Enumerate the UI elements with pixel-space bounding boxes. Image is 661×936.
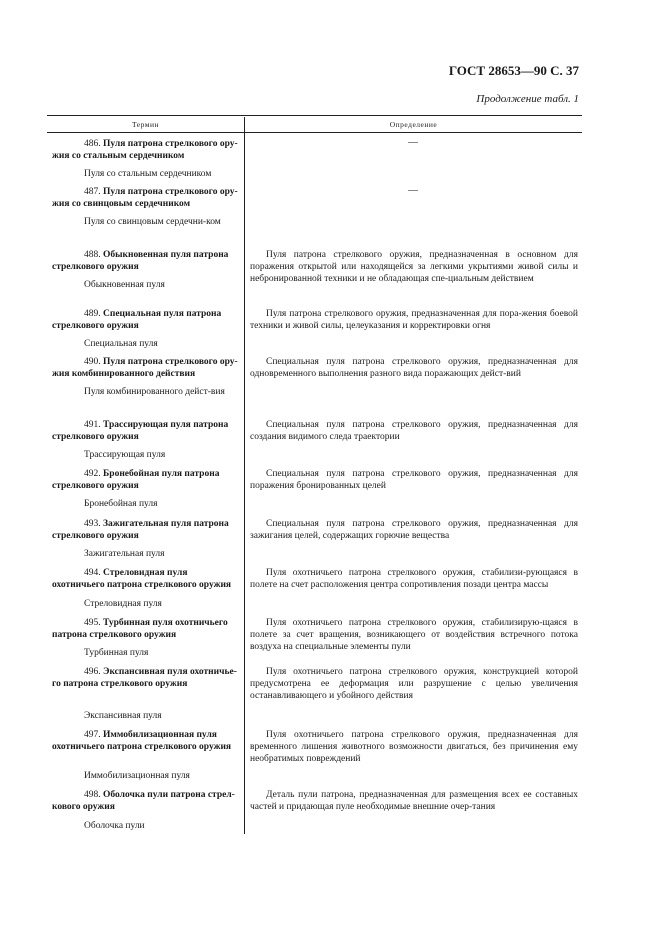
term-text: Трассирующая пуля патрона стрелкового оружия [52, 420, 229, 442]
table-continuation-label: Продолжение табл. 1 [476, 93, 579, 105]
column-divider [244, 117, 245, 834]
term-synonym: Экспансивная пуля [84, 711, 162, 721]
term-synonym: Стреловидная пуля [84, 599, 162, 609]
term-entry [52, 419, 240, 443]
term-entry [52, 567, 240, 591]
term-definition: Пуля патрона стрелкового оружия, предназначенная для пора-жения боевой техники и живой силы, целеуказания и корректировки огня [250, 309, 578, 331]
term-synonym: Специальная пуля [84, 339, 158, 349]
column-header-definition: Определение [389, 120, 438, 129]
term-number: 494. [84, 568, 101, 578]
term-number: 486. [84, 139, 101, 149]
term-text: Оболочка пули патрона стрел-кового оружия [52, 790, 235, 812]
term-number: 496. [84, 667, 101, 677]
term-text: Бронебойная пуля патрона стрелкового оружия [52, 469, 220, 491]
term-synonym: Оболочка пули [84, 821, 145, 831]
term-entry [52, 617, 240, 641]
term-synonym: Пуля со свинцовым сердечни-ком [84, 217, 221, 227]
term-number: 488. [84, 250, 101, 260]
term-entry [52, 138, 240, 162]
term-entry [52, 789, 240, 813]
term-definition: Пуля охотничьего патрона стрелкового оружия, стабилизирую-щаяся в полете за счет вращения, возникающего от воздействия встречного потока воздуха на специальные элементы пули [250, 618, 578, 652]
term-synonym: Турбинная пуля [84, 648, 149, 658]
term-definition: Пуля охотничьего патрона стрелкового оружия, стабилизи-рующаяся в полете на счет расположения центра сопротивления позади центра массы [250, 568, 578, 590]
term-entry [52, 186, 240, 210]
term-synonym: Зажигательная пуля [84, 549, 165, 559]
page-header-title: ГОСТ 28653—90 С. 37 [448, 63, 579, 78]
term-definition: Специальная пуля патрона стрелкового оружия, предназначенная для одновременного выполнения разного вида поражающих дейст-вий [250, 357, 578, 379]
term-definition: Специальная пуля патрона стрелкового оружия, предназначенная для зажигания целей, содержащих горючие вещества [250, 519, 578, 541]
term-text: Иммобилизационная пуля охотничьего патрона стрелкового оружия [52, 730, 232, 752]
term-synonym: Пуля комбинированного дейст-вия [84, 387, 225, 397]
term-text: Пуля патрона стрелкового ору-жия со свинцовым сердечником [52, 187, 238, 209]
term-text: Стреловидная пуля охотничьего патрона стрелкового оружия [52, 568, 232, 590]
term-number: 497. [84, 730, 101, 740]
table-header-rule [47, 132, 582, 133]
definition-dash: — [408, 185, 418, 196]
term-synonym: Обыкновенная пуля [84, 280, 165, 290]
term-text: Обыкновенная пуля патрона стрелкового оружия [52, 250, 229, 272]
term-entry [52, 249, 240, 273]
term-number: 487. [84, 187, 101, 197]
term-definition: Специальная пуля патрона стрелкового оружия, предназначенная для создания видимого следа траектории [250, 420, 578, 442]
term-number: 493. [84, 519, 101, 529]
term-synonym: Бронебойная пуля [84, 499, 158, 509]
term-number: 491. [84, 420, 101, 430]
term-definition: Пуля патрона стрелкового оружия, предназначенная в основном для поражения открытой или находящейся за легкими укрытиями живой силы и небронированной техники и не обладающая спе-циальным действием [250, 250, 578, 284]
term-number: 492. [84, 469, 101, 479]
term-text: Турбинная пуля охотничьего патрона стрелкового оружия [52, 618, 228, 640]
column-header-term: Термин [131, 120, 160, 129]
term-entry [52, 468, 240, 492]
term-number: 490. [84, 357, 101, 367]
term-definition: Деталь пули патрона, предназначенная для размещения всех ее составных частей и придающая пуле необходимые внешние очер-тания [250, 790, 578, 812]
term-definition: Пуля охотничьего патрона стрелкового оружия, конструкцией которой предусмотрена ее деформация или разрушение с целью увеличения останавливающего и убойного действия [250, 667, 578, 701]
term-entry [52, 518, 240, 542]
term-text: Пуля патрона стрелкового ору-жия со стальным сердечником [52, 139, 238, 161]
term-text: Пуля патрона стрелкового ору-жия комбинированного действия [52, 357, 238, 379]
term-number: 495. [84, 618, 101, 628]
term-synonym: Трассирующая пуля [84, 450, 166, 460]
table-top-rule [47, 115, 582, 116]
term-text: Специальная пуля патрона стрелкового оружия [52, 309, 222, 331]
term-synonym: Иммобилизационная пуля [84, 771, 190, 781]
term-entry [52, 729, 240, 753]
term-definition: Пуля охотничьего патрона стрелкового оружия, предназначенная для временного лишения животного возможности двигаться, без причинения ему необратимых повреждений [250, 730, 578, 764]
definition-dash: — [408, 137, 418, 148]
term-definition: Специальная пуля патрона стрелкового оружия, предназначенная для поражения бронированных целей [250, 469, 578, 491]
term-number: 498. [84, 790, 101, 800]
term-number: 489. [84, 309, 101, 319]
term-entry [52, 356, 240, 380]
term-synonym: Пуля со стальным сердечником [84, 169, 212, 179]
term-text: Экспансивная пуля охотничье-го патрона стрелкового оружия [52, 667, 237, 689]
term-entry [52, 308, 240, 332]
term-entry [52, 666, 240, 690]
term-text: Зажигательная пуля патрона стрелкового оружия [52, 519, 229, 541]
